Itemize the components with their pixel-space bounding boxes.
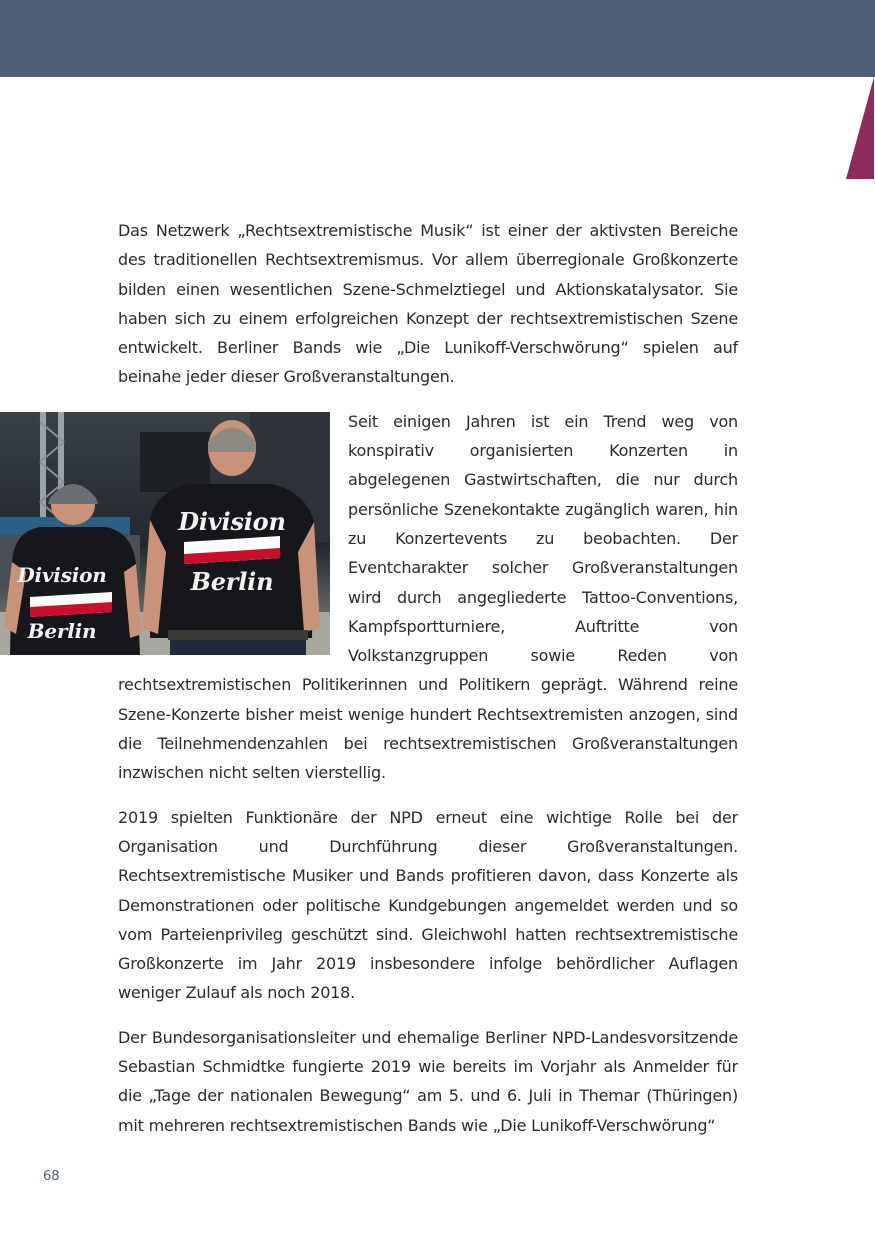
accent-corner-tab bbox=[846, 77, 874, 179]
header-band bbox=[0, 0, 875, 77]
shirt-text-left-2: Berlin bbox=[27, 618, 97, 643]
page-number: 68 bbox=[43, 1169, 60, 1184]
shirt-text-right-2: Berlin bbox=[190, 566, 274, 596]
shirt-text-left-1: Division bbox=[17, 562, 107, 587]
paragraph-1: Das Netzwerk „Rechtsextremistische Musik“ ist einer der aktivsten Bereiche des traditionellen Rechtsextremismus. Vor allem überregionale Großkonzerte bilden einen wesentlichen Szene-Schmelztiegel und Aktionskatalysator. Sie haben sich zu einem erfolgreichen Konzept der rechtsextremistischen Szene entwickelt. Berliner Bands wie „Die Lunikoff-Verschwörung“ spielen auf beinahe jeder dieser Großveranstaltungen. bbox=[118, 221, 738, 387]
shirt-text-right-1: Division bbox=[178, 506, 286, 536]
paragraph-3: 2019 spielten Funktionäre der NPD erneut eine wichtige Rolle bei der Organisation und Durchführung dieser Großveranstaltungen. Rechtsextremistische Musiker und Bands profitieren davon, dass Konzerte als Demonstrationen oder politische Kundgebungen angemeldet werden und so vom Parteienprivileg geschützt sind. Gleichwohl hatten rechtsextremistische Großkonzerte im Jahr 2019 insbesondere infolge behördlicher Auflagen weniger Zulauf als noch 2018. bbox=[118, 807, 738, 1003]
paragraph-4: Der Bundesorganisationsleiter und ehemalige Berliner NPD-Landesvorsitzende Sebastian Schmidtke fungierte 2019 wie bereits im Vorjahr als Anmelder für die „Tage der nationalen Bewegung“ am 5. und 6. Juli in Themar (Thüringen) mit mehreren rechtsextremistischen Bands wie „Die Lunikoff-Verschwörung“ bbox=[118, 1027, 738, 1135]
article-body bbox=[17, 216, 738, 1155]
paragraph-2: Seit einigen Jahren ist ein Trend weg von konspirativ organisierten Konzerten in abgelegenen Gastwirtschaften, die nur durch persönliche Szenekontakte zugänglich waren, hin zu Konzertevents zu beobachten. Der Eventcharakter solcher Großveranstaltungen wird durch angegliederte Tattoo-Conventions, Kampfsportturniere, Auftritte von Volkstanzgruppen sowie Reden von rechtsextremistischen Politikerinnen und Politikern geprägt. Während reine Szene-Konzerte bisher meist wenige hundert Rechtsextremisten anzogen, sind die Teilnehmendenzahlen bei rechtsextremistischen Großveranstaltungen inzwischen nicht selten vierstellig. bbox=[118, 411, 738, 783]
concert-photo bbox=[0, 412, 330, 655]
